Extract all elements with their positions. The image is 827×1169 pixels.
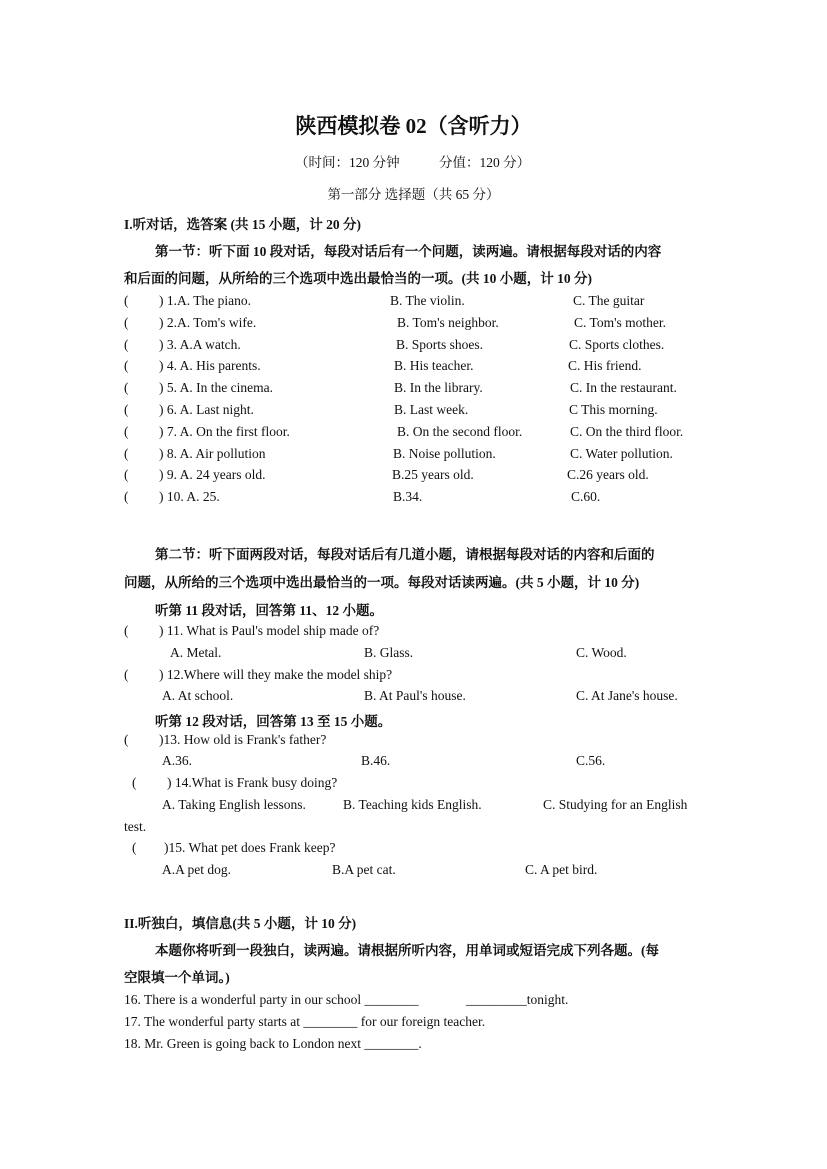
sub2-instruction-line2: 问题，从所给的三个选项中选出最恰当的一项。每段对话读两遍。(共 5 小题，计 10 分) [124,575,640,590]
q10-option-b: B.34. [393,489,423,504]
q8-option-b: B. Noise pollution. [393,446,496,461]
answer-blank[interactable]: ( [124,467,129,482]
q5-stem: ) 5. A. In the cinema. [159,380,273,395]
q4-option-c: C. His friend. [568,358,642,373]
q5-option-b: B. In the library. [394,380,483,395]
q13-option-a: A.36. [162,753,192,768]
q4-option-b: B. His teacher. [394,358,474,373]
sub1-instruction-line2: 和后面的问题，从所给的三个选项中选出最恰当的一项。(共 10 小题，计 10 分) [124,271,592,286]
fill-item-17: 17. The wonderful party starts at ________ for our foreign teacher. [124,1014,486,1029]
answer-blank[interactable]: ( [132,775,137,790]
dialog11-heading: 听第 11 段对话，回答第 11、12 小题。 [155,603,384,618]
answer-blank[interactable]: ( [124,732,129,747]
q15-option-a: A.A pet dog. [162,862,231,877]
q1-option-c: C. The guitar [573,293,645,308]
answer-blank[interactable]: ( [124,358,129,373]
q1-stem: ) 1.A. The piano. [159,293,251,308]
q8-option-c: C. Water pollution. [570,446,673,461]
fill-item-18: 18. Mr. Green is going back to London next ________. [124,1036,422,1051]
q13-option-c: C.56. [576,753,606,768]
q2-option-c: C. Tom's mother. [574,315,666,330]
q11-option-c: C. Wood. [576,645,627,660]
q3-stem: ) 3. A.A watch. [159,337,241,352]
dialog12-heading: 听第 12 段对话，回答第 13 至 15 小题。 [155,714,392,729]
q15-option-c: C. A pet bird. [525,862,598,877]
q1-option-b: B. The violin. [390,293,465,308]
sub1-instruction-line1: 第一节：听下面 10 段对话，每段对话后有一个问题，读两遍。请根据每段对话的内容 [155,244,662,259]
q3-option-b: B. Sports shoes. [396,337,484,352]
exam-time: （时间：120 分钟 [295,155,400,170]
page-title: 陕西模拟卷 02（含听力） [295,114,532,138]
answer-blank[interactable]: ( [132,840,137,855]
q11-option-b: B. Glass. [364,645,414,660]
q10-option-c: C.60. [571,489,601,504]
part1-heading: 第一部分 选择题（共 65 分） [327,187,500,202]
section2-heading: II.听独白，填信息(共 5 小题，计 10 分) [124,916,357,931]
q14-option-c: C. Studying for an English [543,797,688,812]
answer-blank[interactable]: ( [124,337,129,352]
q13-stem: )13. How old is Frank's father? [159,732,327,747]
q12-option-a: A. At school. [162,688,234,703]
q8-stem: ) 8. A. Air pollution [159,446,266,461]
q2-option-b: B. Tom's neighbor. [397,315,499,330]
q7-stem: ) 7. A. On the first floor. [159,424,290,439]
sub2-instruction-line1: 第二节：听下面两段对话，每段对话后有几道小题，请根据每段对话的内容和后面的 [155,547,655,562]
q14-option-a: A. Taking English lessons. [162,797,306,812]
q15-option-b: B.A pet cat. [332,862,396,877]
q12-option-c: C. At Jane's house. [576,688,678,703]
answer-blank[interactable]: ( [124,402,129,417]
q11-option-a: A. Metal. [170,645,222,660]
q9-option-b: B.25 years old. [392,467,474,482]
q12-stem: ) 12.Where will they make the model ship? [159,667,393,682]
answer-blank[interactable]: ( [124,446,129,461]
q2-stem: ) 2.A. Tom's wife. [159,315,257,330]
q9-stem: ) 9. A. 24 years old. [159,467,266,482]
q14-option-c-continued: test. [124,819,147,834]
section2-instruction-line2: 空限填一个单词。) [124,970,230,985]
section1-heading: I.听对话，选答案 (共 15 小题，计 20 分) [124,217,361,232]
q15-stem: )15. What pet does Frank keep? [164,840,336,855]
answer-blank[interactable]: ( [124,489,129,504]
q6-option-c: C This morning. [569,402,658,417]
answer-blank[interactable]: ( [124,623,129,638]
q14-option-b: B. Teaching kids English. [343,797,482,812]
q9-option-c: C.26 years old. [567,467,649,482]
q7-option-b: B. On the second floor. [397,424,523,439]
answer-blank[interactable]: ( [124,424,129,439]
exam-score: 分值：120 分） [439,155,531,170]
q10-stem: ) 10. A. 25. [159,489,220,504]
fill-item-16-blank2: _________tonight. [466,992,569,1007]
q4-stem: ) 4. A. His parents. [159,358,261,373]
answer-blank[interactable]: ( [124,380,129,395]
q6-stem: ) 6. A. Last night. [159,402,254,417]
q7-option-c: C. On the third floor. [570,424,684,439]
answer-blank[interactable]: ( [124,667,129,682]
answer-blank[interactable]: ( [124,315,129,330]
q5-option-c: C. In the restaurant. [570,380,677,395]
q3-option-c: C. Sports clothes. [569,337,665,352]
q12-option-b: B. At Paul's house. [364,688,466,703]
q11-stem: ) 11. What is Paul's model ship made of? [159,623,380,638]
answer-blank[interactable]: ( [124,293,129,308]
q14-stem: ) 14.What is Frank busy doing? [167,775,338,790]
section2-instruction-line1: 本题你将听到一段独白，读两遍。请根据所听内容，用单词或短语完成下列各题。(每 [155,943,659,958]
fill-item-16: 16. There is a wonderful party in our school ________ [124,992,419,1007]
q6-option-b: B. Last week. [394,402,469,417]
q13-option-b: B.46. [361,753,391,768]
